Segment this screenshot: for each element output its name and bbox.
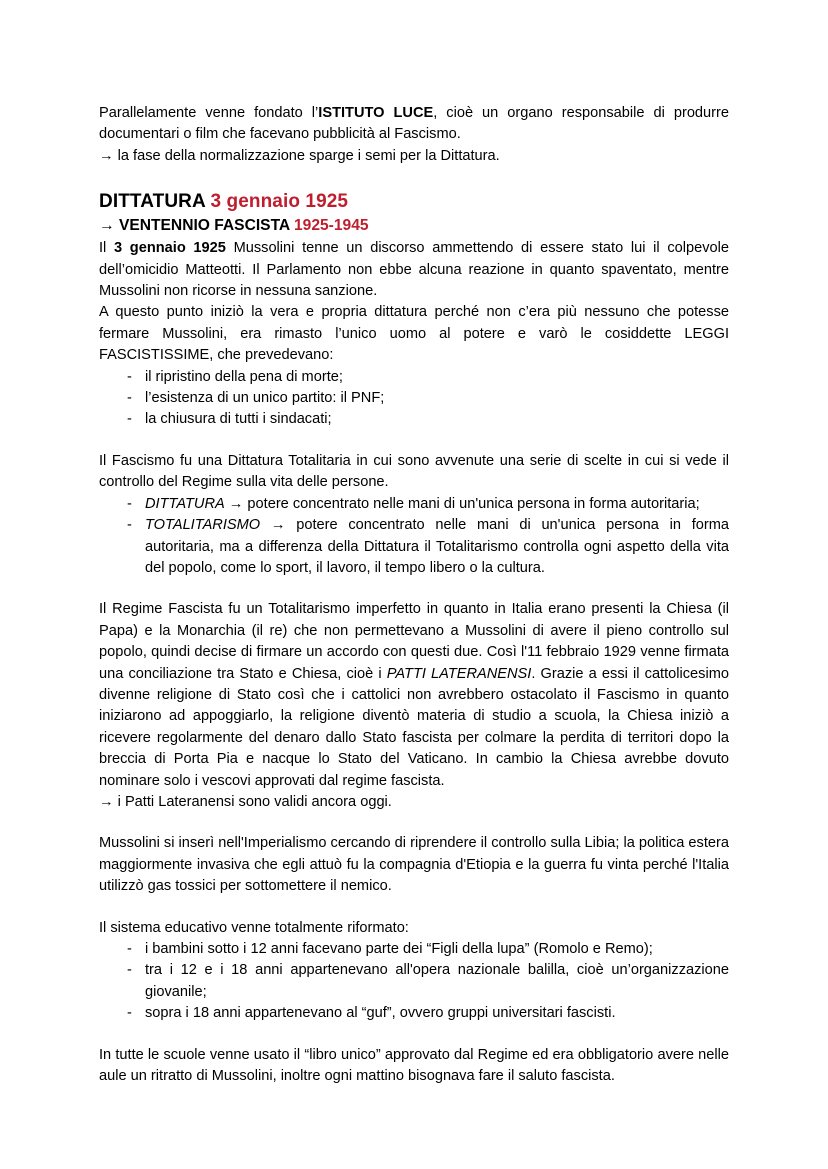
definitions-list [99, 494, 729, 580]
dittatura-p1-start: Il [99, 240, 114, 257]
dittatura-p1-rest: Mussolini tenne un discorso ammettendo di essere stato lui il colpevole dell’omicidio Matteotti. Il Parlamento non ebbe alcuna reazione in quanto spaventato, mentre Mussolini non ricorse in nessuna sanzione. [99, 240, 729, 300]
spacer [99, 167, 729, 189]
subheading-ventennio-years: 1925-1945 [293, 217, 369, 235]
imperialismo-paragraph: Mussolini si inserì nell'Imperialismo cercando di riprendere il controllo sulla Libia; la politica estera maggiormente invasiva che egli attuò fu la compagnia d'Etiopia e la guerra fu vinta perché l'Italia utilizzò gas tossici per sottomettere il nemico. [99, 835, 729, 895]
intro-text-after-bold: , cioè un organo responsabile di produrre documentari o film che facevano pubblicità al Fascismo. [99, 105, 729, 143]
dittatura-paragraph-2: A questo punto iniziò la vera e propria dittatura perché non c’era più nessuno che potesse fermare Mussolini, era rimasto l’unico uomo al potere e varò le cosiddette LEGGI FASCISTISSIME, che prevedevano: [99, 304, 729, 364]
arrow-icon: → [99, 217, 119, 235]
list-item: - tra i 12 e i 18 anni appartenevano all'opera nazionale balilla, cioè un’organizzazione giovanile; [99, 960, 729, 1003]
educazione-intro-paragraph: Il sistema educativo venne totalmente riformato: [99, 919, 409, 936]
educazione-list [99, 939, 729, 1025]
leggi-fascistissime-list [99, 367, 729, 431]
subheading-ventennio [99, 214, 729, 238]
definition-term-dittatura: DITTATURA [145, 495, 225, 512]
definition-term-totalitarismo: TOTALITARISMO [145, 517, 261, 534]
arrow-icon: → [260, 517, 297, 534]
dittatura-paragraph-1 [99, 238, 729, 302]
dittatura-date-bold: 3 gennaio 1925 [113, 240, 226, 257]
heading-dittatura-label: DITTATURA [99, 191, 206, 213]
spacer [99, 898, 729, 918]
regime-text-part1: Il Regime Fascista fu un Totalitarismo imperfetto in quanto in Italia erano presenti la Chiesa (il Papa) e la Monarchia (il re) che non permettevano a Mussolini di avere il pieno controllo sul popolo, quindi decise di firmare un accordo con questi due. Così l'11 febbraio 1929 venne firmata una conciliazione tra Stato e Chiesa, cioè i [99, 601, 729, 682]
arrow-icon: → [224, 495, 248, 512]
heading-dittatura-date: 3 gennaio 1925 [210, 191, 349, 213]
page-title [99, 189, 729, 214]
list-item [99, 494, 729, 515]
list-item: - sopra i 18 anni appartenevano al “guf”, ovvero gruppi universitari fascisti. [99, 1003, 729, 1024]
list-item [99, 515, 729, 579]
educazione-closing-paragraph: In tutte le scuole venne usato il “libro unico” approvato dal Regime ed era obbligatorio avere nelle aule un ritratto di Mussolini, inoltre ogni mattino bisognava fare il saluto fascista. [99, 1046, 729, 1085]
subheading-ventennio-label: VENTENNIO FASCISTA [118, 217, 290, 235]
regime-arrow-line: → i Patti Lateranensi sono validi ancora oggi. [99, 793, 392, 810]
intro-paragraph [99, 103, 729, 146]
spacer [99, 813, 729, 833]
totalitarismo-intro-paragraph: Il Fascismo fu una Dittatura Totalitaria in cui sono avvenute una serie di scelte in cui si vede il controllo del Regime sulla vita delle persone. [99, 452, 729, 491]
regime-paragraph [99, 599, 729, 792]
regime-text-part2: . Grazie a essi il cattolicesimo divenne religione di Stato così che i cattolici non avrebbero ostacolato il Fascismo in quanto iniziarono ad appoggiarlo, la religione diventò materia di studio a scuola, la Chiesa iniziò a ricevere regolarmente del denaro dallo Stato fascista per colmare la perdita di territori dopo la breccia di Porta Pia e nacque lo Stato del Vaticano. In cambio la Chiesa avrebbe dovuto nominare solo i vescovi approvati dal regime fascista. [99, 665, 729, 789]
patti-lateranensi-italic: PATTI LATERANENSI [386, 665, 532, 682]
spacer [99, 579, 729, 599]
definition-text-totalitarismo: potere concentrato nelle mani di un'unica persona in forma autoritaria, ma a differenza della Dittatura il Totalitarismo controlla ogni aspetto della vita del popolo, come lo sport, il lavoro, il tempo libero o la cultura. [145, 517, 729, 576]
document-body [99, 103, 729, 1087]
definition-text-dittatura: potere concentrato nelle mani di un'unica persona in forma autoritaria; [247, 495, 700, 512]
spacer [99, 431, 729, 451]
list-item: - i bambini sotto i 12 anni facevano parte dei “Figli della lupa” (Romolo e Remo); [99, 939, 729, 960]
list-item: - il ripristino della pena di morte; [99, 367, 729, 388]
istituto-luce-bold: ISTITUTO LUCE [318, 105, 434, 121]
intro-arrow-line: → la fase della normalizzazione sparge i semi per la Dittatura. [99, 147, 500, 164]
list-item: - la chiusura di tutti i sindacati; [99, 409, 729, 430]
spacer [99, 1025, 729, 1045]
list-item: - l’esistenza di un unico partito: il PNF; [99, 388, 729, 409]
intro-text-before-bold: Parallelamente venne fondato l’ [99, 105, 319, 121]
